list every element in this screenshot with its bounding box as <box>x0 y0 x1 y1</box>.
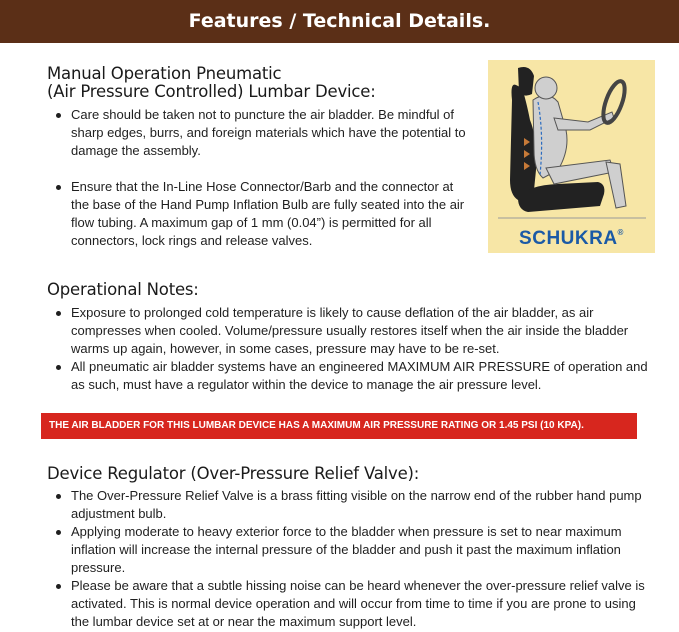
device-regulator-list <box>49 487 649 631</box>
list-item: All pneumatic air bladder systems have an engineered MAXIMUM AIR PRESSURE of operation and as such, must have a regulator within the device to manage the air pressure level. <box>49 358 649 394</box>
manual-operation-list <box>49 106 469 250</box>
list-item: Exposure to prolonged cold temperature is likely to cause deflation of the air bladder, as air compresses when cooled. Volume/pressure usually restores itself when the air inside the bladder warms up again, however, in some cases, pressure may have to be re-set. <box>49 304 649 358</box>
section-title-device-regulator: Device Regulator (Over-Pressure Relief Valve): <box>47 464 420 483</box>
list-item: Applying moderate to heavy exterior force to the bladder when pressure is set to near maximum inflation will increase the internal pressure of the bladder and push it past the maximum inflation pressure. <box>49 523 649 577</box>
schukra-logo: SCHUKRA® <box>519 228 624 249</box>
operational-notes-list <box>49 304 649 394</box>
section-title-operational-notes: Operational Notes: <box>47 280 199 299</box>
schukra-seat-illustration <box>488 60 655 253</box>
list-item: Ensure that the In-Line Hose Connector/Barb and the connector at the base of the Hand Pump Inflation Bulb are fully seated into the air flow tubing. A maximum gap of 1 mm (0.04”) is permitted for all connectors, lock rings and release valves. <box>49 178 469 250</box>
page-header <box>0 0 679 43</box>
page-title: Features / Technical Details. <box>188 10 491 32</box>
seated-driver-illustration <box>488 60 655 253</box>
list-item: Care should be taken not to puncture the air bladder. Be mindful of sharp edges, burrs, and foreign materials which have the potential to damage the assembly. <box>49 106 469 160</box>
max-pressure-warning-banner: THE AIR BLADDER FOR THIS LUMBAR DEVICE HAS A MAXIMUM AIR PRESSURE RATING OR 1.45 PSI (10 KPA). <box>41 413 637 439</box>
list-item: Please be aware that a subtle hissing noise can be heard whenever the over-pressure relief valve is activated. This is normal device operation and will occur from time to time if you are prone to using the lumbar device set at or near the maximum support level. <box>49 577 649 631</box>
list-item: The Over-Pressure Relief Valve is a brass fitting visible on the narrow end of the rubber hand pump adjustment bulb. <box>49 487 649 523</box>
section-title-manual-operation: Manual Operation Pneumatic (Air Pressure Controlled) Lumbar Device: <box>47 64 376 101</box>
